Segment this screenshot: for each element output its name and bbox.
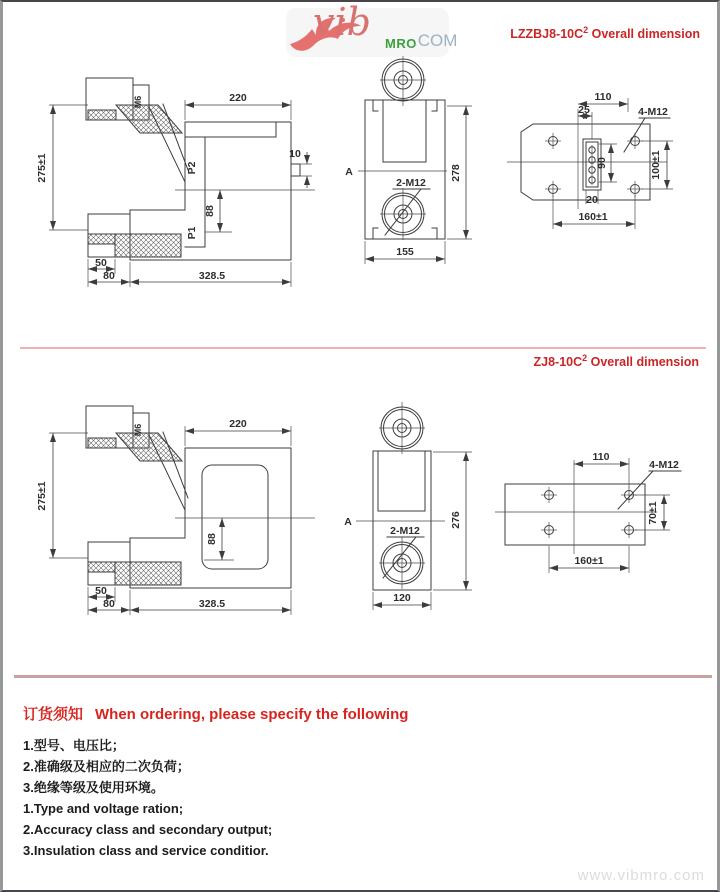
dim-88: 88 <box>206 533 218 545</box>
label-p2: P2 <box>186 161 198 175</box>
section-divider <box>14 675 712 678</box>
dim-160-group <box>549 546 629 573</box>
drawing1-side-view <box>36 60 326 302</box>
ordering-item: 2.Accuracy class and secondary output; <box>23 822 273 837</box>
dim-110: 110 <box>594 91 612 103</box>
dim-100: 100±1 <box>650 150 662 180</box>
terminal-hatch <box>115 234 181 257</box>
dim-2m12: 2-M12 <box>396 177 426 189</box>
dim-90-group <box>596 144 617 182</box>
vibmro-logo <box>286 0 458 57</box>
dim-328: 328.5 <box>198 598 226 610</box>
dim-20-group <box>586 190 598 206</box>
dim-88: 88 <box>204 205 216 217</box>
dim-120-group <box>373 592 431 610</box>
top-bushing-circle <box>380 56 426 106</box>
dim-155-group <box>365 241 445 264</box>
terminal-hatch <box>88 234 115 244</box>
logo-mro-text: MRO <box>385 36 417 51</box>
section2-label: Overall dimension <box>587 355 699 370</box>
body-window <box>202 465 268 569</box>
terminal-hatch <box>88 438 116 448</box>
section2-title <box>534 353 700 369</box>
dim-328: 328.5 <box>198 270 226 282</box>
dim-2m12: 2-M12 <box>390 525 420 537</box>
drawing2-side-view <box>36 388 326 630</box>
ordering-item: 2.准确级及相应的二次负荷； <box>23 759 190 774</box>
terminal-hatch <box>88 110 116 120</box>
bottom-secondary-terminal <box>88 538 185 588</box>
dim-275: 275±1 <box>36 481 48 511</box>
dim-220: 220 <box>229 92 247 104</box>
dim-275-group <box>36 105 88 230</box>
dim-10: 10 <box>289 148 301 160</box>
dim-20: 20 <box>586 194 598 206</box>
dim-160: 160±1 <box>578 211 608 223</box>
section-divider <box>20 347 706 349</box>
dim-276: 276 <box>450 511 462 529</box>
top-primary-terminal <box>86 406 188 510</box>
dim-155: 155 <box>396 246 414 258</box>
ordering-heading <box>23 703 408 724</box>
section1-title <box>510 25 700 41</box>
mounting-holes <box>541 487 637 538</box>
top-bushing-circle <box>379 402 425 454</box>
bolt-callout <box>383 525 424 578</box>
tab-10mm <box>289 148 312 188</box>
logo-script-text: vib <box>313 0 371 44</box>
bottom-secondary-terminal <box>88 210 185 260</box>
dim-275: 275±1 <box>36 153 48 183</box>
drawing2-plan-view <box>493 432 720 602</box>
dim-70: 70±1 <box>647 501 659 525</box>
dim-80: 80 <box>103 270 115 282</box>
bolt-callout <box>385 177 430 235</box>
dim-bottom-group <box>88 585 291 615</box>
ordering-heading-en: When ordering, please specify the following <box>95 706 409 723</box>
dim-220-group <box>185 92 291 120</box>
drawing2-front-view <box>333 388 493 623</box>
watermark-url: www.vibmro.com <box>577 867 705 884</box>
dim-110: 110 <box>592 451 610 463</box>
drawing1-front-view <box>333 54 493 289</box>
dim-275-group <box>36 433 88 558</box>
dim-220-group <box>185 418 291 446</box>
dim-50: 50 <box>95 257 107 269</box>
terminal-hatch <box>88 562 115 572</box>
ordering-item: 1.Type and voltage ration; <box>23 801 184 816</box>
terminal-hatch <box>115 562 181 585</box>
dim-m6: M6 <box>133 95 143 109</box>
ordering-item: 3.绝缘等级及使用环境。 <box>23 780 164 795</box>
dim-278-group <box>447 106 472 239</box>
bolt-callout <box>624 106 670 152</box>
section1-label: Overall dimension <box>588 27 700 42</box>
ordering-heading-zh: 订货须知 <box>23 706 84 723</box>
dim-25-group <box>578 104 592 139</box>
drawing1-plan-view <box>493 82 720 252</box>
ordering-items <box>23 735 272 861</box>
dim-278: 278 <box>450 164 462 182</box>
top-primary-terminal <box>86 78 188 182</box>
section1-model: LZZBJ8-10C <box>510 27 584 42</box>
logo-com-text: .COM <box>413 31 458 50</box>
ordering-item: 3.Insulation class and service conditior. <box>23 843 269 858</box>
dim-90: 90 <box>596 157 608 169</box>
dim-220: 220 <box>229 418 247 430</box>
dim-50: 50 <box>95 585 107 597</box>
dim-110-group <box>574 451 629 488</box>
label-a: A <box>344 516 352 528</box>
dim-bottom-group <box>88 257 291 287</box>
ordering-item: 1.型号、电压比； <box>23 738 125 753</box>
section2-sup: 2 <box>582 353 588 363</box>
section1-sup: 2 <box>583 25 589 35</box>
dim-4m12: 4-M12 <box>638 106 668 118</box>
label-p1: P1 <box>186 226 198 240</box>
dim-70-group <box>635 495 670 530</box>
base-outline <box>505 484 645 545</box>
label-a: A <box>345 166 353 178</box>
dim-80: 80 <box>103 598 115 610</box>
bottom-bushing-circle <box>379 537 425 589</box>
dim-m6: M6 <box>133 423 143 437</box>
section2-model: ZJ8-10C <box>533 355 583 370</box>
dim-4m12: 4-M12 <box>649 459 679 471</box>
dim-160: 160±1 <box>574 555 604 567</box>
dim-25: 25 <box>578 104 590 116</box>
dim-88-group <box>204 190 232 232</box>
dim-100-group <box>641 141 673 189</box>
dim-88-group <box>204 518 234 560</box>
dim-120: 120 <box>393 592 411 604</box>
